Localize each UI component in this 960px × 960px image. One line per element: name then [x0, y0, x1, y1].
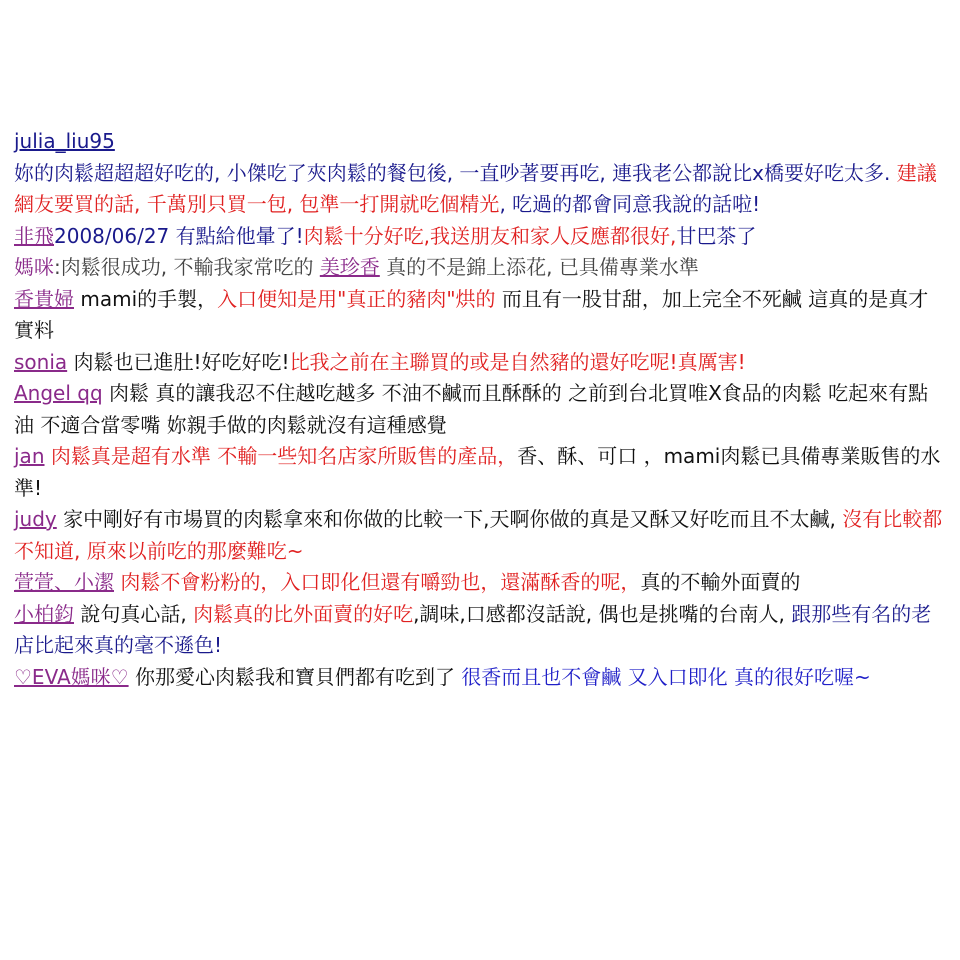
review-entry — [14, 284, 946, 347]
review-text-segment: , 吃過的都會同意我說的話啦! — [499, 192, 761, 216]
review-username[interactable]: jan — [14, 444, 45, 468]
review-text-segment: 2008/06/27 有點給他暈了! — [54, 223, 304, 248]
review-entry — [14, 347, 946, 379]
review-username[interactable]: sonia — [14, 349, 68, 374]
review-entry — [14, 252, 946, 284]
review-text-segment: 家中剛好有市場買的肉鬆拿來和你做的比較一下,天啊你做的真是又酥又好吃而且不太鹹, — [56, 507, 843, 531]
review-username[interactable]: 非飛 — [14, 223, 54, 248]
review-username[interactable]: Angel qq — [14, 381, 103, 405]
review-entry — [14, 567, 946, 599]
review-text-segment: 香、酥、可口 ，mami肉鬆已具備專業販售的水準! — [14, 444, 941, 500]
review-text-segment: 入口便知是用"真正的豬肉"烘的 — [217, 286, 496, 311]
review-username[interactable]: judy — [14, 507, 57, 531]
review-text-segment: 你那愛心肉鬆我和寶貝們都有吃到了 — [128, 664, 462, 689]
review-text-segment: 肉鬆真的比外面賣的好吃 — [193, 601, 414, 626]
review-text-segment: 很香而且也不會鹹 又入口即化 真的很好吃喔~ — [461, 664, 871, 689]
review-text-segment: 妳的肉鬆超超超好吃的, 小傑吃了夾肉鬆的餐包後, 一直吵著要再吃, 連我老公都說比x橋要好吃太多. — [14, 160, 897, 185]
review-text-segment: 甘巴茶了 — [676, 223, 757, 248]
review-text-segment: 肉鬆不會粉粉的，入口即化但還有嚼勁也，還滿酥香的呢， — [114, 570, 641, 594]
review-text-segment: 肉鬆真是超有水準 不輸一些知名店家所販售的產品， — [44, 444, 518, 468]
review-username[interactable]: julia_liu95 — [14, 129, 115, 153]
review-entry — [14, 441, 946, 504]
review-text-segment: 而且有一股甘甜，加上完全不死鹹 這真的是真才實料 — [14, 286, 929, 342]
review-text-segment: :肉鬆很成功, 不輸我家常吃的 — [54, 255, 320, 279]
review-entry — [14, 378, 946, 441]
review-text-segment: 肉鬆 真的讓我忍不住越吃越多 不油不鹹而且酥酥的 之前到台北買唯X食品的肉鬆 吃起來有點油 不適合當零嘴 妳親手做的肉鬆就沒有這種感覺 — [14, 381, 929, 437]
review-text-segment: 跟那些有名的老店比起來真的毫不遜色! — [14, 601, 932, 657]
review-text-segment: 真的不輸外面賣的 — [640, 570, 801, 594]
review-username[interactable]: 香貴婦 — [14, 286, 74, 311]
review-username[interactable]: ♡EVA媽咪♡ — [14, 664, 129, 689]
review-entry — [14, 126, 946, 221]
review-entry — [14, 221, 946, 253]
review-text-segment: 說句真心話, — [74, 601, 194, 626]
review-text-segment: 肉鬆也已進肚!好吃好吃! — [67, 349, 290, 374]
review-text-segment[interactable]: 美珍香 — [319, 255, 380, 279]
review-text-segment: ,調味,口感都沒話說, 偶也是挑嘴的台南人, — [413, 601, 792, 626]
review-entry — [14, 599, 946, 662]
review-entry — [14, 504, 946, 567]
review-username: 媽咪 — [14, 255, 54, 279]
review-entry — [14, 662, 946, 694]
review-list — [14, 126, 946, 693]
review-text-segment: 沒有比較都不知道, 原來以前吃的那麼難吃~ — [14, 507, 943, 563]
review-username[interactable]: 萱萱、小潔 — [14, 570, 114, 594]
review-text-segment: 比我之前在主聯買的或是自然豬的還好吃呢!真厲害! — [289, 349, 746, 374]
review-username[interactable]: 小柏鈞 — [14, 601, 74, 626]
review-text-segment: mami的手製， — [74, 286, 218, 311]
review-text-segment: 真的不是錦上添花, 已具備專業水準 — [379, 255, 699, 279]
review-text-segment: 肉鬆十分好吃,我送朋友和家人反應都很好, — [303, 223, 677, 248]
review-text-segment: 建議網友要買的話, 千萬別只買一包, 包準一打開就吃個精光 — [14, 160, 937, 216]
